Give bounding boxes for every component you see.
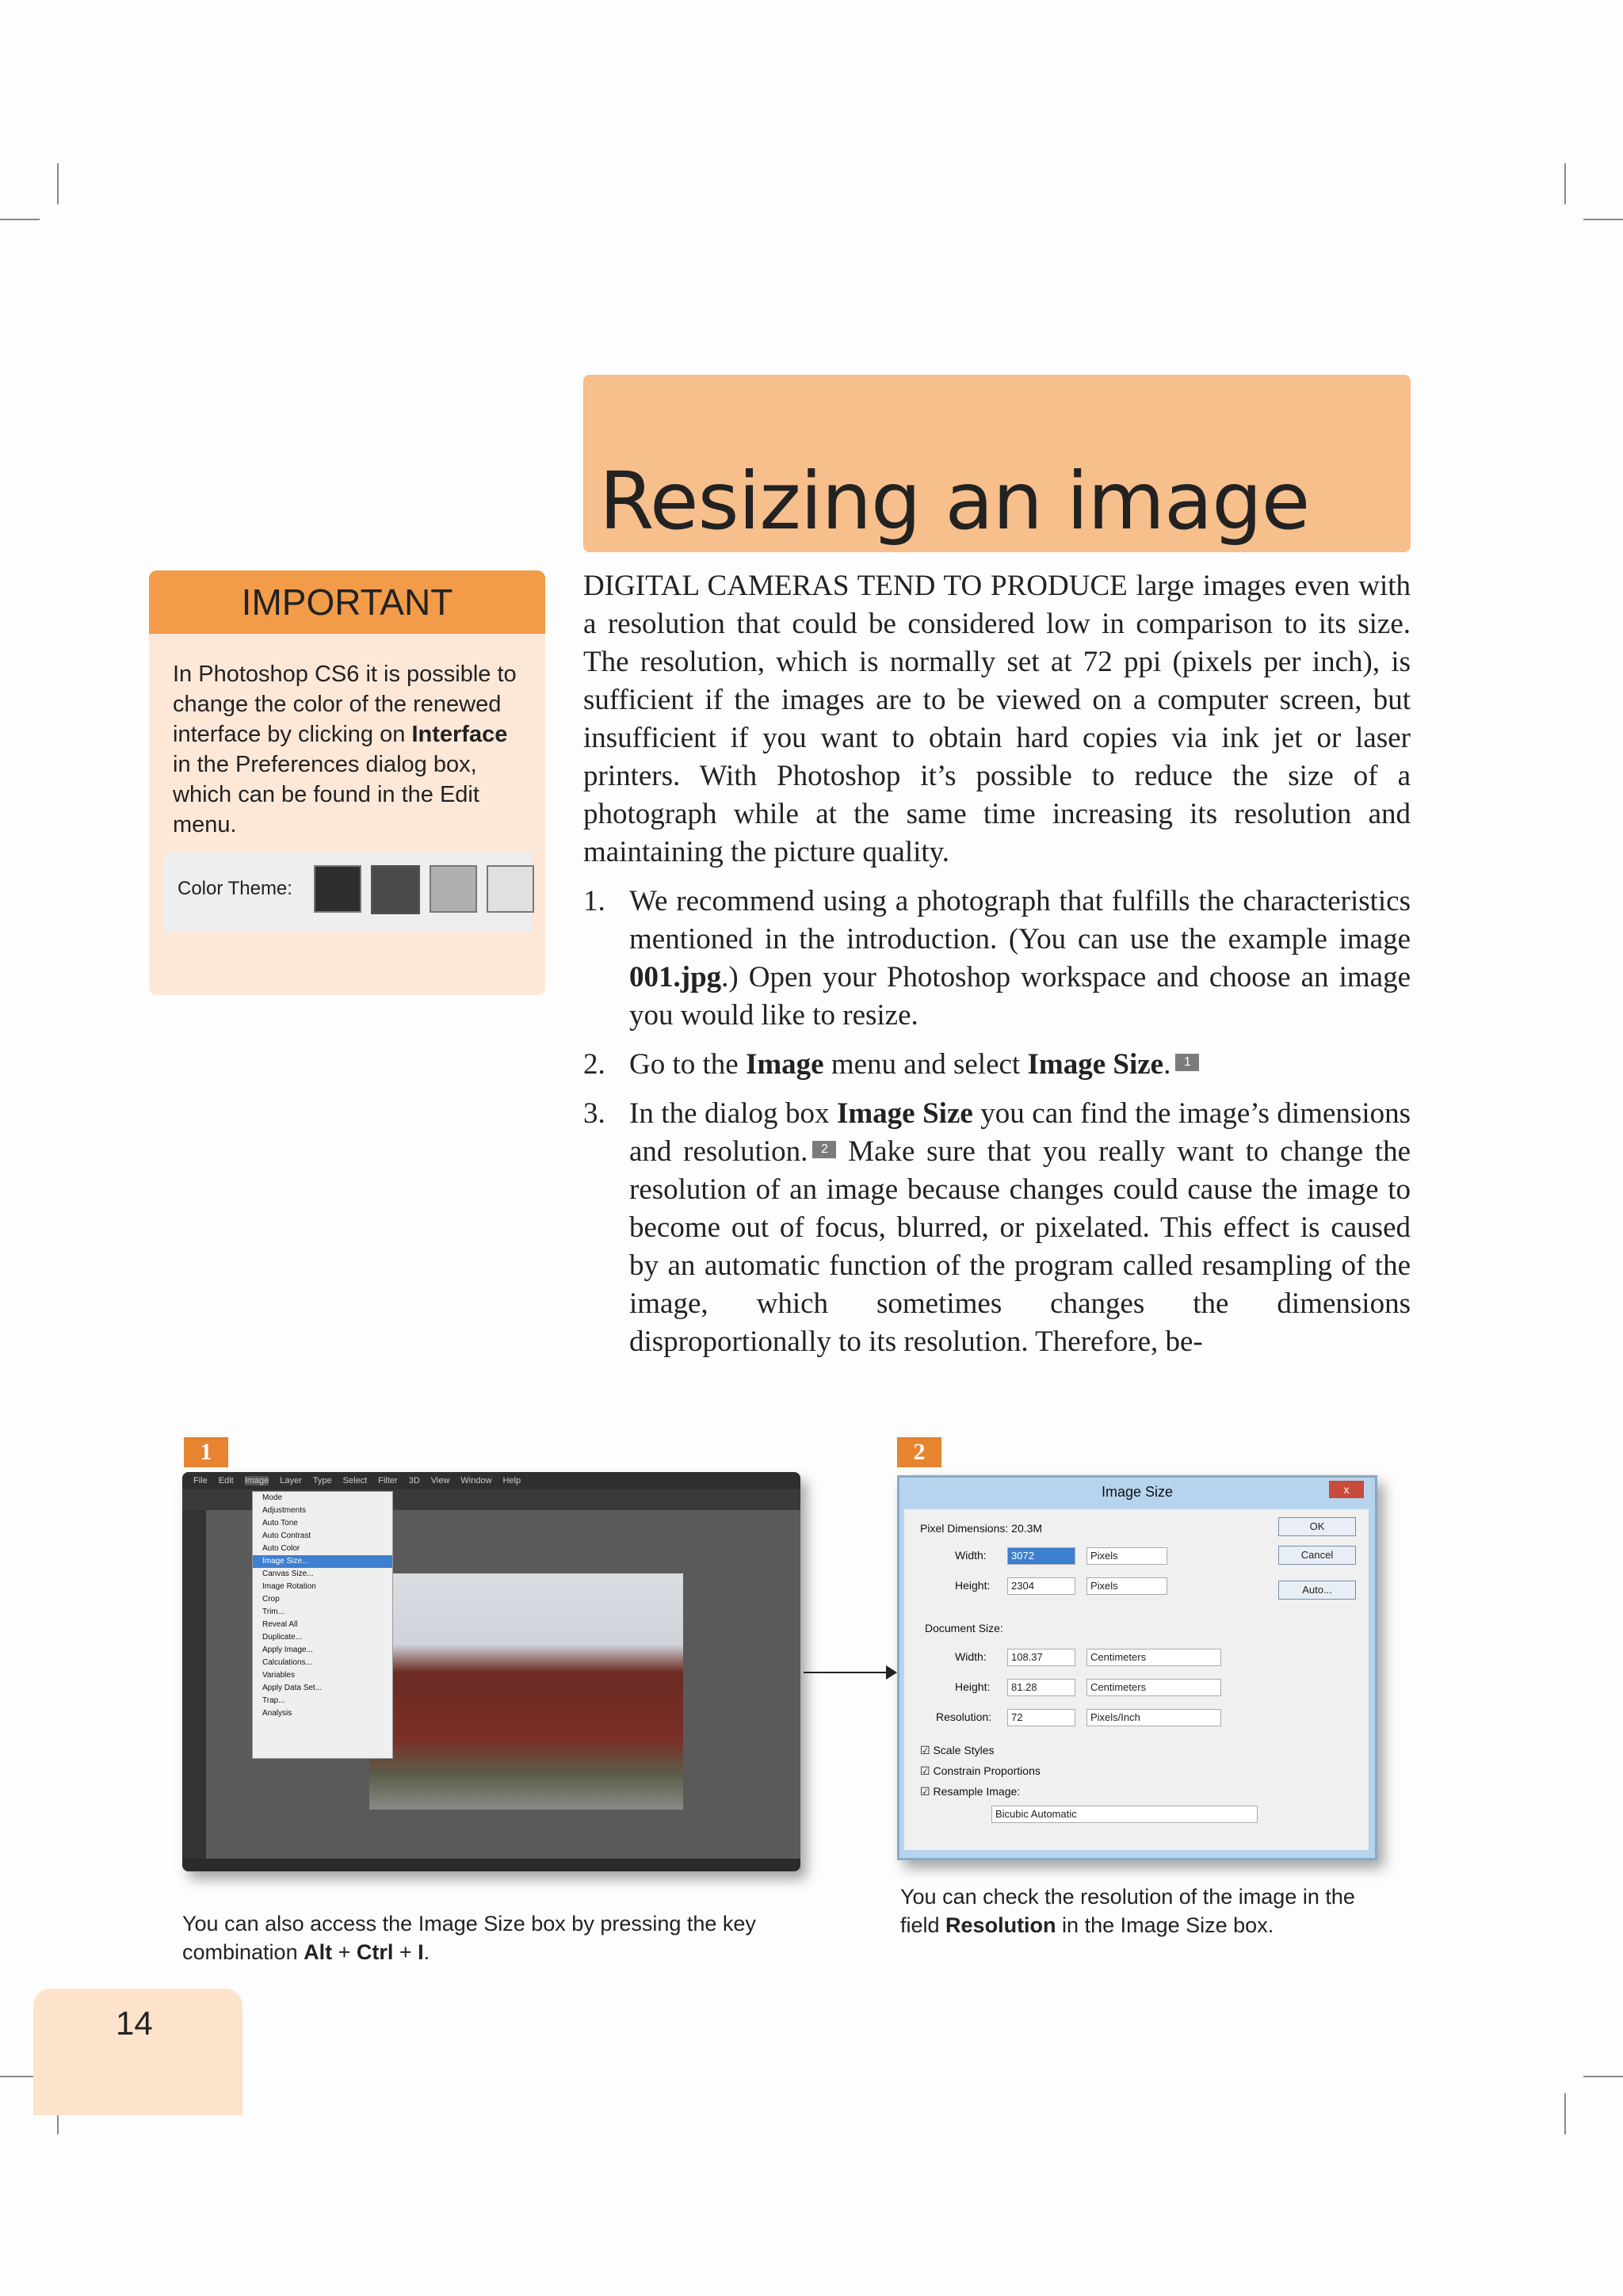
ps-dropdown-item[interactable]: Image Size...	[253, 1555, 392, 1568]
theme-swatch-dark	[371, 865, 420, 914]
ps-menu-item[interactable]: Filter	[378, 1476, 398, 1486]
crop-mark	[0, 219, 40, 220]
figure2-caption	[900, 1882, 1376, 1939]
important-text-bold: Interface	[411, 722, 508, 747]
ps-menu-item[interactable]: Select	[342, 1476, 368, 1486]
height-label: Height:	[955, 1579, 991, 1592]
ps-dropdown-item[interactable]: Trim...	[262, 1608, 285, 1616]
figure-badge-1: 1	[184, 1437, 228, 1467]
ps-dropdown-item[interactable]: Variables	[262, 1671, 295, 1680]
close-button[interactable]: x	[1329, 1481, 1364, 1498]
theme-swatch-darkest	[314, 865, 361, 913]
resolution-input[interactable]: 72	[1007, 1709, 1075, 1726]
resolution-unit-select[interactable]: Pixels/Inch	[1086, 1709, 1221, 1726]
pixel-dimensions-label: Pixel Dimensions: 20.3M	[920, 1522, 1043, 1535]
step-1	[583, 883, 1411, 1035]
ok-button[interactable]: OK	[1278, 1517, 1356, 1536]
color-theme-strip	[163, 852, 531, 932]
caption-text: +	[332, 1940, 357, 1964]
ps-menu-item[interactable]: View	[430, 1476, 450, 1486]
ps-dropdown-item[interactable]: Auto Contrast	[262, 1531, 311, 1540]
crop-mark	[1583, 2076, 1623, 2077]
image-size-dialog	[897, 1475, 1377, 1860]
figure-badge-2: 2	[897, 1437, 941, 1467]
key-i: I	[418, 1940, 424, 1964]
step-3	[583, 1095, 1411, 1361]
important-heading: IMPORTANT	[149, 570, 545, 634]
crop-mark	[1564, 2093, 1566, 2134]
dialog-body	[904, 1509, 1369, 1850]
ps-status-bar	[182, 1859, 800, 1871]
important-box	[149, 570, 545, 995]
doc-width-input[interactable]: 108.37	[1007, 1649, 1075, 1666]
step-2	[583, 1046, 1411, 1084]
ps-menu-item[interactable]: Edit	[218, 1476, 234, 1486]
theme-swatch-lightest	[487, 865, 534, 913]
page-title: Resizing an image	[599, 455, 1310, 547]
photoshop-screenshot	[182, 1472, 800, 1871]
resolution-label: Resolution:	[936, 1711, 992, 1723]
height-unit-select[interactable]: Pixels	[1086, 1577, 1167, 1595]
width-label: Width:	[955, 1549, 987, 1562]
ps-dropdown-item[interactable]: Duplicate...	[262, 1633, 303, 1642]
caption-text: .	[423, 1940, 430, 1964]
dialog-title: Image Size	[1101, 1484, 1174, 1500]
body-text	[583, 567, 1411, 1372]
resample-method-select[interactable]: Bicubic Automatic	[991, 1806, 1258, 1823]
command-name: Image Size	[1027, 1048, 1164, 1081]
ps-dropdown-item[interactable]: Analysis	[262, 1709, 292, 1718]
ps-menu-item[interactable]: Window	[460, 1476, 492, 1486]
ps-dropdown-item[interactable]: Auto Color	[262, 1544, 300, 1553]
caption-text: You can check the resolution of the image in the field	[900, 1885, 1355, 1937]
ps-dropdown-item[interactable]: Image Rotation	[262, 1582, 316, 1591]
ps-dropdown-item[interactable]: Adjustments	[262, 1506, 307, 1515]
ps-dropdown-item[interactable]: Trap...	[262, 1696, 285, 1705]
step-number: 2.	[583, 1048, 605, 1081]
key-ctrl: Ctrl	[356, 1940, 394, 1964]
ps-menu-item[interactable]: Layer	[280, 1476, 302, 1486]
ps-menu-item[interactable]: Type	[312, 1476, 332, 1486]
resample-label: Resample Image:	[933, 1785, 1021, 1798]
height-px-input[interactable]: 2304	[1007, 1577, 1075, 1595]
ps-toolbar	[182, 1510, 206, 1859]
step-text: .	[1163, 1048, 1171, 1081]
crop-mark	[1583, 219, 1623, 220]
document-size-label: Document Size:	[925, 1622, 1003, 1634]
step-text: In the dialog box	[629, 1097, 837, 1130]
arrow-head-icon	[886, 1665, 897, 1680]
step-number: 1.	[583, 885, 605, 917]
intro-paragraph: DIGITAL CAMERAS TEND TO PRODUCE large images even with a resolution that could be considered low in comparison to its size. The resolution, which is normally set at 72 ppi (pixels per inch), is sufficient if the images are to be viewed on a computer screen, but insufficient if you want to obtain hard copies via ink jet or laser printers. With Photoshop it’s possible to reduce the size of a photograph while at the same time increasing its resolution and maintaining the picture quality.	[583, 570, 1411, 868]
caption-bold: Resolution	[945, 1913, 1056, 1937]
step-text: We recommend using a photograph that fulfills the characteristics mentioned in the introduction. (You can use the example image	[629, 885, 1411, 955]
page-number: 14	[116, 2004, 153, 2042]
scale-styles-checkbox[interactable]: ☑ Scale Styles	[920, 1744, 995, 1756]
important-text-b: in the Preferences dialog box, which can be found in the Edit menu.	[173, 752, 479, 837]
step-text: menu and select	[823, 1048, 1028, 1081]
step-text: Go to the	[629, 1048, 746, 1081]
doc-width-unit-select[interactable]: Centimeters	[1086, 1649, 1221, 1666]
ps-dropdown-item[interactable]: Calculations...	[262, 1658, 312, 1667]
ps-dropdown-item[interactable]: Canvas Size...	[262, 1569, 314, 1578]
arrow-line	[804, 1672, 891, 1673]
callout-icon: 2	[812, 1141, 836, 1158]
figure1-caption	[182, 1909, 800, 1966]
cancel-button[interactable]: Cancel	[1278, 1546, 1356, 1565]
doc-height-label: Height:	[955, 1680, 991, 1693]
important-text-a: In Photoshop CS6 it is possible to change the color of the renewed interface by clicking on	[173, 662, 517, 747]
crop-mark	[1564, 163, 1566, 204]
ps-dropdown-item[interactable]: Crop	[262, 1595, 280, 1604]
resample-checkbox[interactable]: ☑ Resample Image:	[920, 1785, 1021, 1798]
important-text	[173, 659, 529, 840]
caption-text: You can also access the Image Size box by pressing the key combination	[182, 1912, 756, 1964]
doc-height-input[interactable]: 81.28	[1007, 1679, 1075, 1696]
crop-mark	[57, 163, 59, 204]
key-alt: Alt	[304, 1940, 333, 1964]
ps-menu-item[interactable]: Help	[502, 1476, 521, 1486]
width-unit-select[interactable]: Pixels	[1086, 1547, 1167, 1565]
ps-dropdown-item[interactable]: Apply Image...	[262, 1646, 313, 1654]
constrain-checkbox[interactable]: ☑ Constrain Proportions	[920, 1764, 1041, 1777]
ps-menu-item[interactable]: File	[193, 1476, 208, 1486]
auto-button[interactable]: Auto...	[1278, 1581, 1356, 1600]
house-photo	[369, 1573, 683, 1810]
ps-dropdown-item[interactable]: Reveal All	[262, 1620, 298, 1629]
step-number: 3.	[583, 1097, 605, 1130]
ps-dropdown-item[interactable]: Apply Data Set...	[262, 1684, 323, 1692]
dialog-name: Image Size	[836, 1097, 973, 1130]
ps-menu-item[interactable]: 3D	[408, 1476, 420, 1486]
image-menu-dropdown	[252, 1491, 393, 1759]
ps-menu-item[interactable]: Image	[244, 1476, 269, 1486]
step-text: .) Open your Photoshop workspace and choose an image you would like to resize.	[629, 961, 1411, 1032]
doc-width-label: Width:	[955, 1650, 987, 1663]
doc-height-unit-select[interactable]: Centimeters	[1086, 1679, 1221, 1696]
constrain-label: Constrain Proportions	[933, 1764, 1041, 1777]
caption-text: in the Image Size box.	[1056, 1913, 1274, 1937]
scale-styles-label: Scale Styles	[933, 1744, 995, 1756]
caption-text: +	[393, 1940, 418, 1964]
steps-list	[583, 883, 1411, 1361]
width-px-input[interactable]: 3072	[1007, 1547, 1075, 1565]
callout-icon: 1	[1175, 1054, 1199, 1071]
color-theme-label: Color Theme:	[178, 878, 292, 899]
theme-swatch-light	[430, 865, 477, 913]
filename: 001.jpg	[629, 961, 722, 994]
step-text: you can find the image’s dimensions and resolution.	[629, 1097, 1411, 1168]
ps-dropdown-item[interactable]: Mode	[262, 1493, 283, 1502]
ps-dropdown-item[interactable]: Auto Tone	[262, 1519, 298, 1527]
title-banner	[583, 375, 1411, 552]
ps-menu-bar	[182, 1472, 800, 1489]
menu-name: Image	[745, 1048, 824, 1081]
step-text: Make sure that you really want to change the resolution of an image because changes could cause the image to become out of focus, blurred, or pixelated. This effect is caused by an automatic function of the program called resampling of the image, which sometimes changes the dimensions disproportionally to its resolution. Therefore, be-	[629, 1135, 1411, 1358]
